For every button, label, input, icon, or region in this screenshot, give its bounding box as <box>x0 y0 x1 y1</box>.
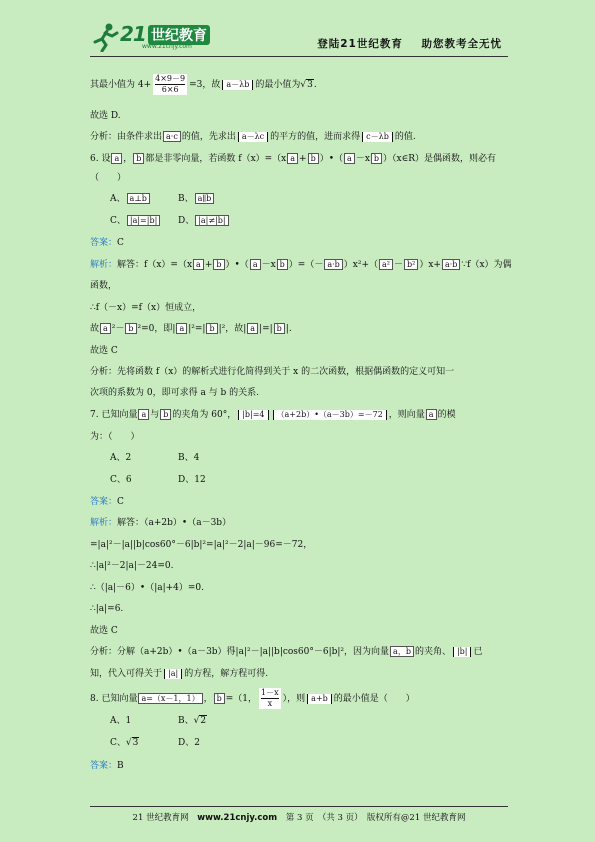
page-footer <box>90 806 508 823</box>
logo-number: 21 <box>120 22 146 46</box>
vector-expression: a=（x－1，1） <box>138 693 202 704</box>
text-segment: ²=0，即| <box>137 324 176 334</box>
text-segment: 3 <box>132 738 139 748</box>
vector-expression: b <box>213 259 224 270</box>
text-segment: |. <box>285 324 292 334</box>
vector-expression: a·b <box>442 259 460 270</box>
answer-line <box>90 237 124 249</box>
header-slogan <box>303 36 502 51</box>
text-segment: 2 <box>200 716 207 726</box>
text-segment: 的模 <box>437 410 456 420</box>
text-segment: 分析：由条件求出 <box>90 132 163 142</box>
text-segment: 4×9－9 <box>155 74 186 83</box>
text-segment: 的最小值是（ ） <box>333 694 415 704</box>
text-segment: 分析：先将函数 f（x）的解析式进行化简得到关于 x 的二次函数，根据偶函数的定义可知一 <box>90 367 455 377</box>
options-row <box>90 715 246 727</box>
vector-expression: a·b <box>324 259 342 270</box>
vector-expression: a <box>111 153 122 164</box>
slogan-left: 登陆21世纪教育 <box>317 38 403 50</box>
vector-expression: |a|≠|b| <box>195 215 228 226</box>
text-segment: ∴f（－x）=f（x）恒成立， <box>90 303 202 313</box>
runner-icon <box>92 22 120 52</box>
footer-page-info: 第 3 页 （共 3 页） 版权所有@21 世纪教育网 <box>285 813 466 823</box>
vector-expression: b <box>214 693 225 704</box>
vector-abs: |b| <box>453 647 472 657</box>
text-line <box>90 172 126 184</box>
text-segment: ）•（ <box>319 154 344 164</box>
text-segment: D、 <box>178 216 195 226</box>
text-segment: ），则 <box>282 694 306 704</box>
text-segment: 解答：（a+2b）•（a－3b） <box>117 518 232 528</box>
text-segment: |=| <box>259 324 273 334</box>
vector-expression: a∥b <box>195 193 215 204</box>
text-line <box>90 280 117 292</box>
vector-expression: b <box>160 409 171 420</box>
vector-expression: a，b <box>390 646 414 657</box>
text-segment: ）x+ <box>419 260 441 270</box>
text-segment <box>126 737 139 749</box>
vector-expression: a⊥b <box>127 193 150 204</box>
text-segment: + <box>204 260 213 270</box>
vector-expression: a <box>138 409 149 420</box>
question-7 <box>90 409 456 421</box>
text-segment: . <box>313 80 317 90</box>
text-segment: x <box>267 699 273 708</box>
text-segment: 其最小值为 4+ <box>90 80 152 90</box>
text-segment: D、2 <box>178 738 200 748</box>
text-segment: =|a|²－|a||b|cos60°－6|b|²=|a|²－2|a|－96=－72， <box>90 540 313 550</box>
text-segment: ， <box>203 694 213 704</box>
text-segment: |²，故| <box>218 324 247 334</box>
vector-expression: b <box>308 153 319 164</box>
text-segment: ，则向量 <box>388 410 425 420</box>
footer-url[interactable]: www.21cnjy.com <box>197 813 278 823</box>
text-segment: 解答：f（x）=（x <box>117 260 193 270</box>
text-segment: 故选 D. <box>90 111 121 121</box>
vector-abs: （a+2b）•（a－3b）=－72 <box>273 410 387 420</box>
text-segment: 故选 C <box>90 626 118 636</box>
vector-expression: a <box>193 259 204 270</box>
text-segment: 已 <box>473 647 483 657</box>
text-segment: A、1 <box>110 716 132 726</box>
text-line <box>90 625 118 637</box>
fraction <box>153 74 187 95</box>
vector-abs: c－λb <box>362 132 393 142</box>
text-segment: A、 <box>110 194 126 204</box>
text-segment: ∴|a|=6. <box>90 604 124 614</box>
sqrt <box>300 79 313 91</box>
analysis-line <box>90 646 482 658</box>
text-segment: C <box>117 497 124 507</box>
text-line <box>90 603 123 615</box>
text-segment <box>259 688 281 709</box>
vector-expression: a² <box>379 259 393 270</box>
text-line <box>90 431 140 443</box>
text-segment: =（1， <box>225 694 258 704</box>
text-segment: － <box>394 260 404 270</box>
text-segment: 知，代入可得关于 <box>90 669 163 679</box>
text-segment: 6×6 <box>161 85 179 94</box>
question-8 <box>90 688 415 709</box>
options-row <box>90 215 246 227</box>
text-segment: B、 <box>178 716 194 726</box>
text-segment: C、 <box>110 738 126 748</box>
text-segment: ）=（－ <box>288 260 324 270</box>
text-segment: A、2 <box>110 453 132 463</box>
vector-expression: a <box>176 323 187 334</box>
text-segment: 答案： <box>90 497 118 507</box>
vector-expression: a·c <box>163 131 181 142</box>
vector-expression: a <box>344 153 355 164</box>
analysis-line <box>90 387 259 399</box>
text-segment: ）（x∈R）是偶函数，则必有 <box>383 154 497 164</box>
text-segment: 都是非零向量，若函数 f（x）=（x <box>145 154 287 164</box>
text-segment: 答案： <box>90 238 118 248</box>
analysis-line <box>90 366 454 378</box>
text-segment: ∵f（x）为偶 <box>461 260 512 270</box>
text-segment: 的最小值为 <box>255 80 301 90</box>
text-segment: －x <box>261 260 276 270</box>
text-segment: ， <box>123 154 133 164</box>
vector-expression: b <box>277 259 288 270</box>
site-logo[interactable] <box>92 22 212 52</box>
vector-expression: a <box>287 153 298 164</box>
text-segment <box>178 715 246 727</box>
text-line <box>90 323 292 335</box>
text-segment: =3，故 <box>189 80 221 90</box>
text-segment: ）•（ <box>225 260 249 270</box>
vector-expression: a <box>250 259 261 270</box>
text-line <box>90 110 121 122</box>
text-segment: 答案： <box>90 761 118 771</box>
text-segment <box>194 715 207 727</box>
slogan-right: 助您教考全无忧 <box>421 38 502 50</box>
vector-abs: a－λb <box>222 80 253 90</box>
text-segment: 的平方的值，进而求得 <box>270 132 361 142</box>
text-line <box>90 539 312 551</box>
text-segment: －x <box>355 154 370 164</box>
options-row <box>90 737 246 749</box>
vector-expression: b <box>371 153 382 164</box>
text-segment: 1－x <box>261 688 279 697</box>
text-segment: 8. 已知向量 <box>90 694 138 704</box>
vector-expression: a <box>247 323 258 334</box>
text-segment: 的夹角为 60°， <box>172 410 237 420</box>
text-line <box>90 560 174 572</box>
text-segment: 为：（ ） <box>90 432 140 442</box>
text-line <box>90 302 201 314</box>
text-segment <box>110 193 178 205</box>
text-segment <box>178 193 246 205</box>
vector-expression: a <box>100 323 111 334</box>
text-segment: 解析： <box>90 518 118 528</box>
text-segment: |²=| <box>188 324 206 334</box>
text-segment: （ ） <box>90 173 127 183</box>
text-segment: ∴（|a|－6）•（|a|+4）=0. <box>90 583 205 593</box>
page-header <box>90 18 508 57</box>
vector-expression: b² <box>404 259 418 270</box>
vector-abs: a－λc <box>238 132 268 142</box>
text-segment: 的值. <box>394 132 416 142</box>
solution-line <box>90 259 512 271</box>
vector-expression: b <box>206 323 217 334</box>
analysis-line <box>90 131 416 143</box>
vector-expression: b <box>274 323 285 334</box>
text-segment: 函数， <box>90 281 118 291</box>
text-segment: C、 <box>110 216 126 226</box>
answer-line <box>90 496 124 508</box>
text-segment: B、4 <box>178 453 200 463</box>
vector-abs: a+b <box>307 694 332 704</box>
text-segment: 的方程，解方程可得. <box>184 669 269 679</box>
options-row <box>90 474 246 486</box>
text-segment <box>178 215 246 227</box>
question-6 <box>90 153 496 165</box>
text-line <box>90 345 118 357</box>
text-segment: B、 <box>178 194 194 204</box>
text-segment: + <box>299 154 307 164</box>
text-line <box>90 74 317 95</box>
text-segment: 解析： <box>90 260 118 270</box>
footer-site: 21 世纪教育网 <box>132 813 189 823</box>
text-segment <box>110 737 178 749</box>
vector-expression: a <box>426 409 437 420</box>
text-segment: ∴|a|²－2|a|－24=0. <box>90 561 174 571</box>
text-segment: ）x²+（ <box>343 260 379 270</box>
text-segment: B <box>117 761 124 771</box>
text-segment: 的值，先求出 <box>181 132 236 142</box>
text-segment: 与 <box>150 410 160 420</box>
vector-expression: b <box>125 323 136 334</box>
logo-title: 世纪教育 <box>148 25 210 45</box>
text-segment: 3 <box>307 80 313 90</box>
options-row <box>90 193 246 205</box>
vector-abs: |b|=4 <box>238 410 268 420</box>
solution-line <box>90 517 231 529</box>
options-row <box>90 452 246 464</box>
analysis-line <box>90 668 268 680</box>
text-segment: C、6 <box>110 475 132 485</box>
text-line <box>90 582 204 594</box>
answer-line <box>90 760 124 772</box>
text-segment: 的夹角、 <box>414 647 451 657</box>
text-segment: 故选 C <box>90 346 118 356</box>
text-segment: 故 <box>90 324 100 334</box>
text-segment: 6. 设 <box>90 154 111 164</box>
logo-url: www.21cnjy.com <box>142 43 192 50</box>
vector-expression: b <box>133 153 144 164</box>
text-segment: 7. 已知向量 <box>90 410 138 420</box>
vector-abs: |a| <box>164 669 182 679</box>
vector-expression: |a|=|b| <box>127 215 160 226</box>
text-segment: 分析：分解（a+2b）•（a－3b）得|a|²－|a||b|cos60°－6|b|²，因为向量 <box>90 647 390 657</box>
text-segment: C <box>117 238 124 248</box>
text-segment: 次项的系数为 0，即可求得 a 与 b 的关系. <box>90 388 260 398</box>
text-segment: ²－ <box>111 324 125 334</box>
text-segment: D、12 <box>178 475 206 485</box>
text-segment <box>110 215 178 227</box>
